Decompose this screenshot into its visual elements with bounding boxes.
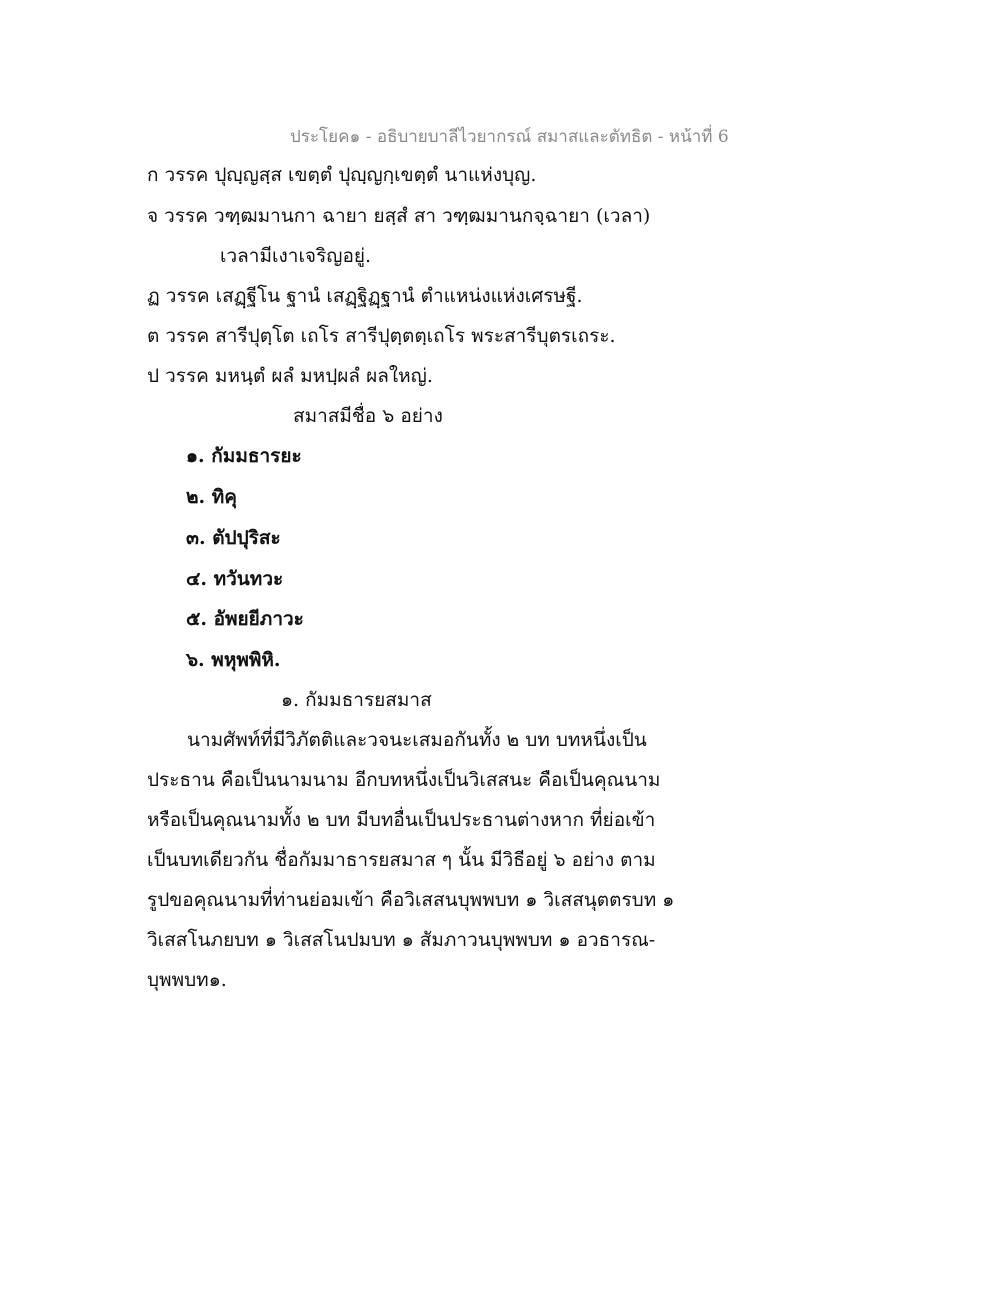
- vagga-line-pa: ป วรรค มหนฺตํ ผลํ มหปฺผลํ ผลใหญ่.: [147, 365, 433, 387]
- section-heading: ๑. กัมมธารยสมาส: [281, 689, 432, 711]
- paragraph-line-2: ประธาน คือเป็นนามนาม อีกบทหนึ่งเป็นวิเสสนะ คือเป็นคุณนาม: [147, 769, 661, 791]
- samasa-list-item-1: ๑. กัมมธารยะ: [186, 445, 302, 467]
- paragraph-line-3: หรือเป็นคุณนามทั้ง ๒ บท มีบทอื่นเป็นประธานต่างหาก ที่ย่อเข้า: [147, 809, 656, 831]
- samasa-list-item-5: ๕. อัพยยีภาวะ: [186, 608, 304, 630]
- samasa-heading: สมาสมีชื่อ ๖ อย่าง: [293, 405, 443, 427]
- vagga-line-ca: จ วรรค วฑฺฒมานกา ฉายา ยสฺสํ สา วฑฺฒมานกจฺฉายา (เวลา): [147, 205, 651, 227]
- paragraph-line-5: รูปขอคุณนามที่ท่านย่อมเข้า คือวิเสสนบุพพบท ๑ วิเสสนุตตรบท ๑: [147, 889, 675, 911]
- samasa-list-item-4: ๔. ทวันทวะ: [186, 568, 284, 590]
- paragraph-line-1: นามศัพท์ที่มีวิภัตติและวจนะเสมอกันทั้ง ๒ บท บทหนึ่งเป็น: [187, 729, 647, 751]
- samasa-list-item-3: ๓. ตัปปุริสะ: [186, 527, 281, 549]
- samasa-list-item-6: ๖. พหุพพิหิ.: [186, 649, 281, 671]
- samasa-list-item-2: ๒. ทิคุ: [186, 486, 237, 508]
- vagga-line-ta: ต วรรค สารีปุตฺโต เถโร สารีปุตฺตตฺเถโร พระสารีบุตรเถระ.: [147, 325, 616, 347]
- paragraph-line-7: บุพพบท๑.: [147, 969, 227, 991]
- paragraph-line-4: เป็นบทเดียวกัน ชื่อกัมมาธารยสมาส ๆ นั้น มีวิธีอยู่ ๖ อย่าง ตาม: [147, 849, 656, 871]
- vagga-line-tta: ฏ วรรค เสฏฺฐีโน ฐานํ เสฏฺฐิฏฺฐานํ ตำแหน่งแห่งเศรษฐี.: [147, 285, 583, 307]
- vagga-line-ka: ก วรรค ปุญฺญสฺส เขตฺตํ ปุญฺญกฺเขตฺตํ นาแห่งบุญ.: [147, 164, 537, 186]
- page-header: ประโยค๑ - อธิบายบาลีไวยากรณ์ สมาสและตัทธิต - หน้าที่ 6: [290, 127, 729, 147]
- paragraph-line-6: วิเสสโนภยบท ๑ วิเสสโนปมบท ๑ สัมภาวนบุพพบท ๑ อวธารณ-: [147, 929, 656, 951]
- vagga-line-ca-translation: เวลามีเงาเจริญอยู่.: [220, 245, 372, 267]
